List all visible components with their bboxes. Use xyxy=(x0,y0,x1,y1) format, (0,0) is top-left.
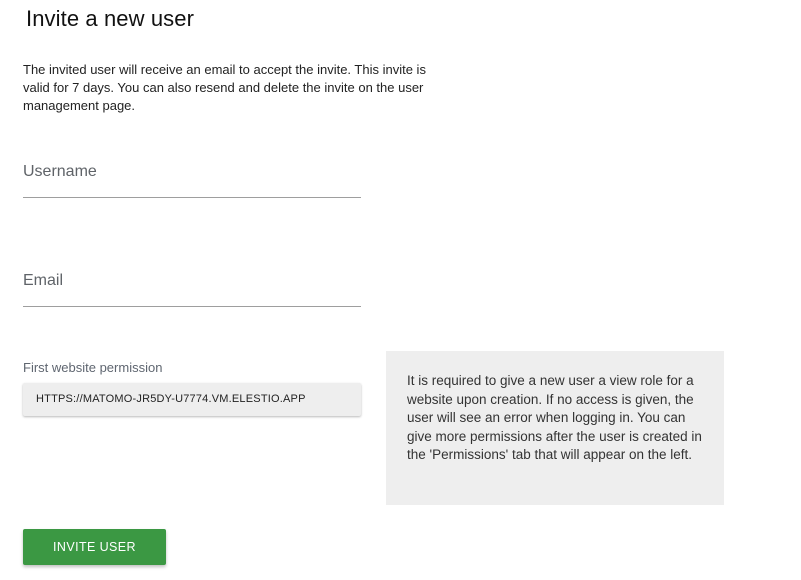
intro-text: The invited user will receive an email to accept the invite. This invite is valid for 7 days. You can also resend and delete the invite on the user management page. xyxy=(23,62,426,113)
email-input[interactable] xyxy=(23,270,361,306)
invite-user-button[interactable]: INVITE USER xyxy=(23,529,166,565)
email-field xyxy=(23,270,361,307)
permission-help-text: It is required to give a new user a view role for a website upon creation. If no access is given, the user will see an error when logging in. You can give more permissions after the user is created in the 'Permissions' tab that will appear on the left. xyxy=(407,373,702,463)
permission-label: First website permission xyxy=(23,360,163,375)
website-permission-select[interactable] xyxy=(23,383,361,416)
website-permission-value: HTTPS://MATOMO-JR5DY-U7774.VM.ELESTIO.APP xyxy=(36,393,306,405)
page-title: Invite a new user xyxy=(26,6,195,31)
username-input[interactable] xyxy=(23,161,361,197)
permission-help-box xyxy=(386,351,724,505)
username-field xyxy=(23,161,361,198)
